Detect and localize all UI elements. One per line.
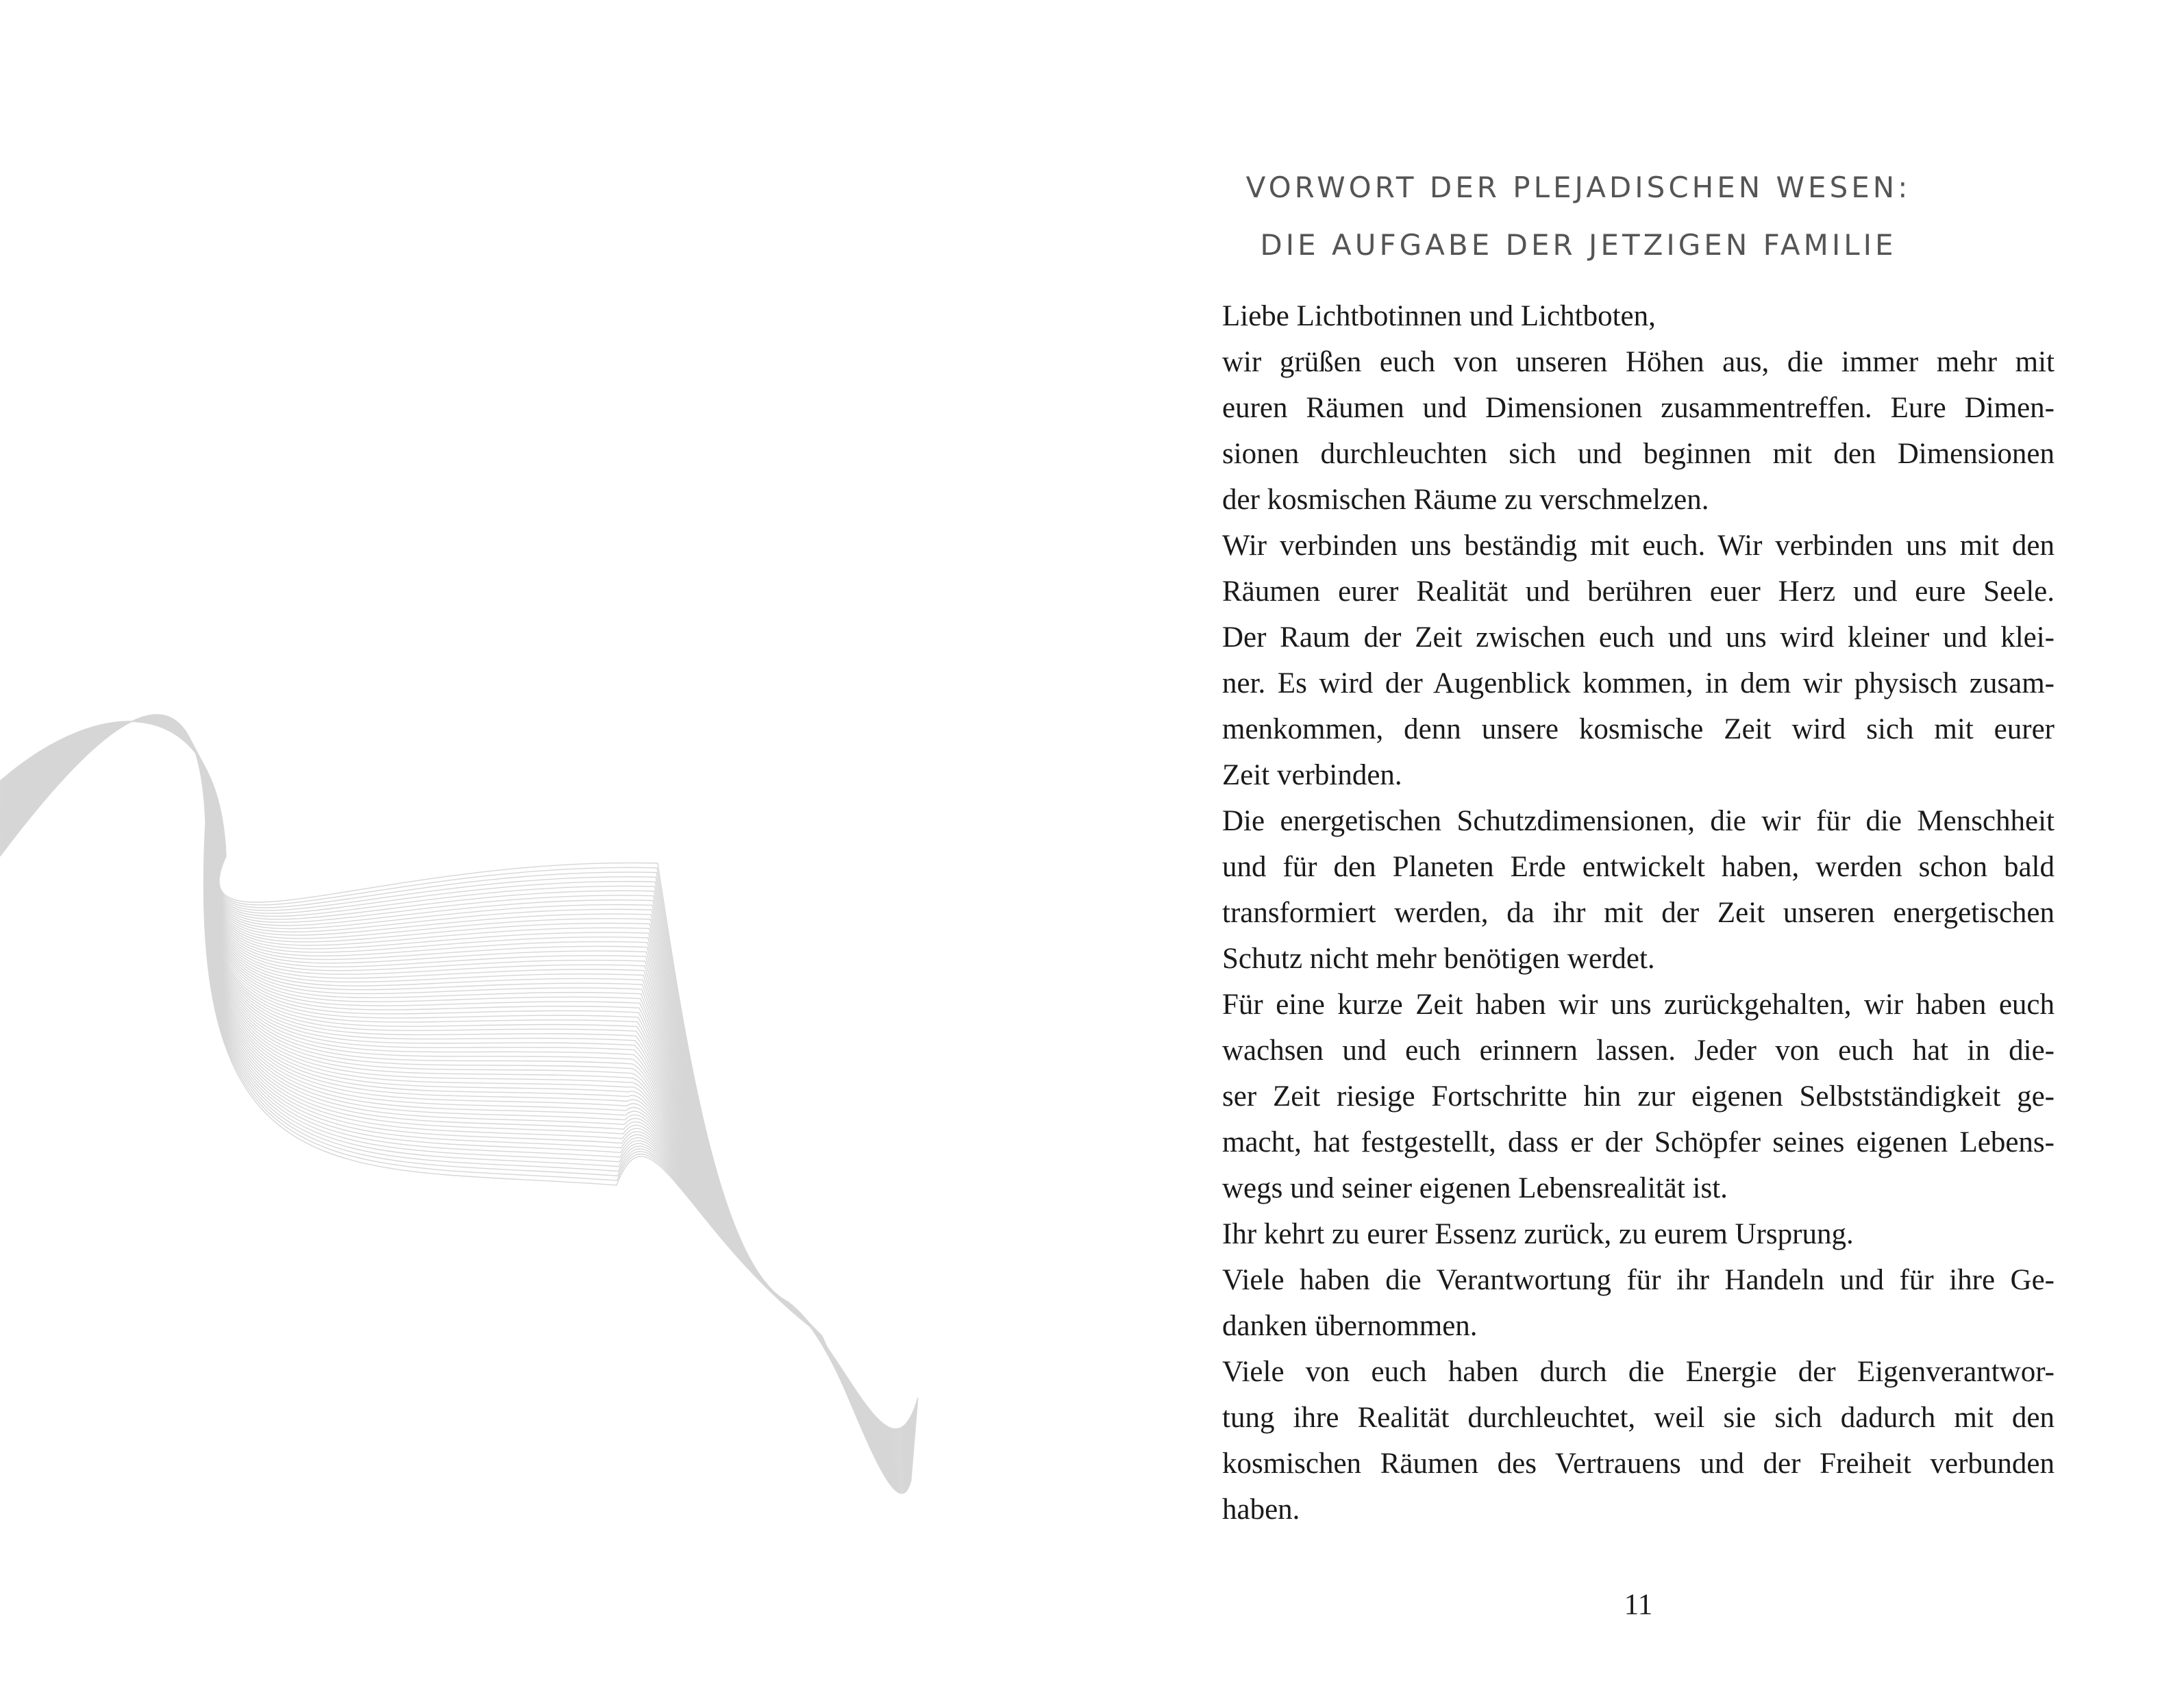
text-line: danken übernommen. [1222,1310,1478,1342]
wave-line [0,717,913,1479]
wave-line [0,719,914,1469]
wave-line [0,717,913,1482]
wave-line [0,717,913,1483]
wave-line [0,718,913,1472]
wave-line [0,718,913,1476]
wave-line [0,716,912,1486]
text-line: Schutz nicht mehr benötigen werdet. [1222,943,1655,975]
wave-lines [0,715,918,1493]
wave-line [0,715,911,1491]
wave-line [0,721,917,1437]
wave-line [0,721,918,1430]
chapter-title [1222,159,1935,274]
wave-line [0,721,917,1436]
wave-line [0,718,913,1476]
wave-line [0,721,917,1433]
body-text [1222,293,2055,1533]
text-line: ser Zeit riesige Fortschritte hin zur eigenen Selbstständigkeit ge- [1222,1080,2055,1113]
wave-line [0,721,916,1451]
wave-line [0,719,913,1471]
text-line: wachsen und euch erinnern lassen. Jeder von euch hat in die- [1222,1034,2055,1067]
text-line: der kosmischen Räume zu verschmelzen. [1222,484,1709,516]
wave-line [0,715,912,1488]
wave-line [0,720,915,1461]
wave-line [0,721,916,1447]
wave-line [0,721,918,1432]
wave-line [0,715,911,1492]
wave-line [0,715,912,1489]
wave-line [0,719,914,1469]
chapter-title-line-2: DIE AUFGABE DER JETZIGEN FAMILIE [1260,228,1897,262]
text-line: menkommen, denn unsere kosmische Zeit wird sich mit eurer [1222,713,2055,745]
wave-line [0,717,913,1478]
page-number: 11 [1624,1589,1653,1621]
wave-line [0,720,915,1459]
wave-line [0,721,918,1429]
text-line: Wir verbinden uns beständig mit euch. Wir verbinden uns mit den [1222,530,2055,562]
text-line: macht, hat festgestellt, dass er der Schöpfer seines eigenen Lebens- [1222,1126,2055,1158]
wave-line [0,721,917,1443]
wave-line [0,720,915,1461]
text-line: haben. [1222,1493,1300,1526]
wave-line [0,719,914,1466]
wave-line [0,715,911,1491]
text-line: Zeit verbinden. [1222,759,1402,791]
wave-line [0,716,912,1487]
wave-line [0,719,915,1462]
text-line: transformiert werden, da ihr mit der Zeit unseren energetischen [1222,897,2055,929]
wave-line [0,721,917,1442]
text-line: tung ihre Realität durchleuchtet, weil sie sich dadurch mit den [1222,1402,2055,1434]
text-line: Viele haben die Verantwortung für ihr Handeln und für ihre Ge- [1222,1264,2055,1296]
wave-line [0,719,914,1467]
wave-line [0,717,913,1480]
wave-line [0,719,913,1472]
text-line: wir grüßen euch von unseren Höhen aus, die immer mehr mit [1222,346,2055,378]
chapter-title-line-1: VORWORT DER PLEJADISCHEN WESEN: [1245,171,1911,204]
wave-line [0,716,912,1488]
wave-line [0,715,911,1493]
wave-line [0,721,916,1447]
wave-line [0,721,918,1430]
wave-line [0,721,916,1450]
wave-line [0,719,914,1467]
text-line: Viele von euch haben durch die Energie der Eigenverantwor- [1222,1356,2055,1388]
text-line: euren Räumen und Dimensionen zusammentreffen. Eure Dimen- [1222,392,2055,424]
text-line: ner. Es wird der Augenblick kommen, in dem wir physisch zusam- [1222,667,2055,699]
wave-line [0,721,917,1433]
wave-line [0,721,917,1438]
wave-line [0,720,915,1459]
text-line: Die energetischen Schutzdimensionen, die wir für die Menschheit [1222,805,2055,837]
wave-line [0,721,917,1440]
text-line: sionen durchleuchten sich und beginnen mit den Dimensionen [1222,438,2055,470]
text-line: wegs und seiner eigenen Lebensrealität ist. [1222,1172,1728,1204]
text-line: Räumen eurer Realität und berühren euer Herz und eure Seele. [1222,575,2055,608]
wave-line [0,720,915,1456]
wave-line [0,720,915,1457]
text-line: Liebe Lichtbotinnen und Lichtboten, [1222,300,1656,332]
wave-line [0,721,916,1448]
text-line: und für den Planeten Erde entwickelt haben, werden schon bald [1222,851,2055,883]
right-page [1092,0,2184,1699]
wave-line [0,721,917,1439]
wave-line [0,720,915,1455]
text-line: kosmischen Räumen des Vertrauens und der Freiheit verbunden [1222,1448,2055,1480]
wave-line [0,719,914,1465]
wave-line [0,717,913,1480]
wave-line [0,721,915,1452]
wave-line [0,721,916,1449]
wave-line [0,721,916,1446]
wave-line [0,721,917,1441]
wave-line [0,717,913,1477]
text-line: Für eine kurze Zeit haben wir uns zurückgehalten, wir haben euch [1222,989,2055,1021]
text-line: Der Raum der Zeit zwischen euch und uns wird kleiner und klei- [1222,621,2055,654]
text-line: Ihr kehrt zu eurer Essenz zurück, zu eurem Ursprung. [1222,1218,1854,1250]
